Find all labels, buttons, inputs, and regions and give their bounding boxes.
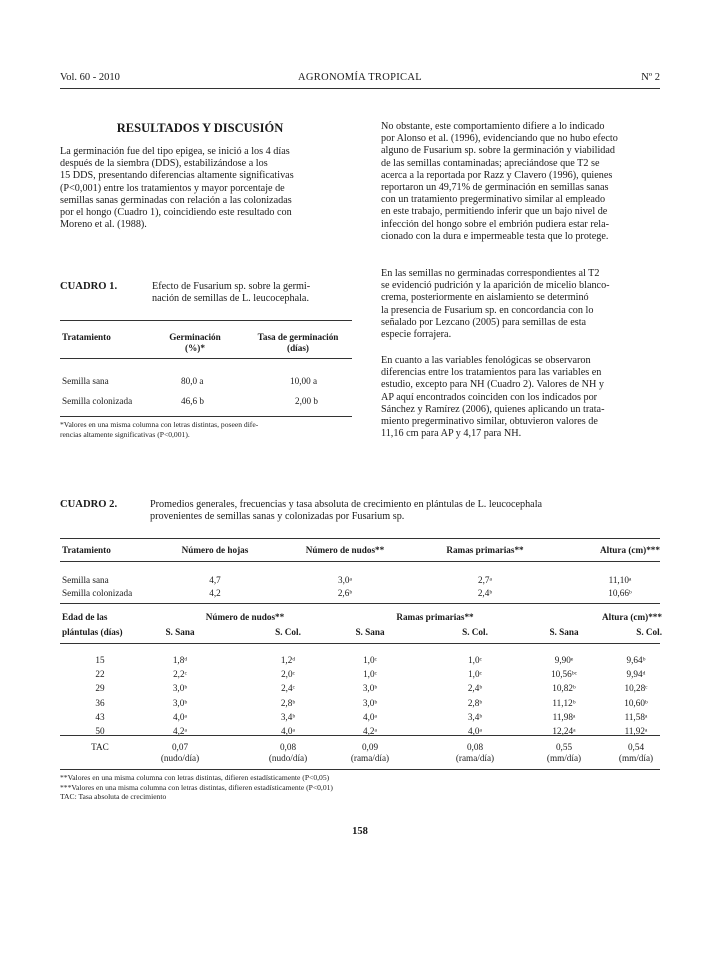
table-cell: 2,2ᶜ — [173, 669, 187, 680]
table-cell: 0,07 (nudo/día) — [160, 742, 200, 763]
cuadro1-rule-top — [60, 320, 352, 321]
cuadro2-header-hojas: Número de hojas — [181, 545, 249, 555]
cuadro2-caption: Promedios generales, frecuencias y tasa absoluta de crecimiento en plántulas de L. leucocephala provenientes de semillas sanas y colonizadas por Fusarium sp. — [150, 499, 543, 522]
table-cell: 2,4ᵇ — [477, 588, 493, 598]
table-cell: 1,0ᶜ — [468, 655, 482, 665]
cuadro2-rule-4 — [60, 643, 660, 644]
left-paragraph: La germinación fue del tipo epigea, se inició a los 4 días después de la siembra (DDS), estabilizándose a los 15 DDS, presentando diferencias altamente significativas (P<0,001) entre los tratamientos y mayor porcentaje de semillas sanas germinadas con relación a las colonizadas por el hongo (Cuadro 1), coincidiendo este resultado con Moreno et al. (1988). — [60, 146, 294, 231]
cuadro2-subheader: S. Col. — [275, 627, 301, 637]
table-cell: 3,0ᵇ — [172, 683, 188, 694]
table-cell: 1,8ᵈ — [172, 655, 188, 665]
table-cell: 4,0ᵃ — [173, 711, 187, 722]
table-cell: 3,4ᵇ — [280, 711, 296, 722]
table-cell: 46,6 b — [181, 396, 204, 406]
cuadro2-subheader: S. Sana — [549, 627, 579, 637]
table-cell: 9,64ᵇ — [626, 655, 646, 665]
table-cell: 3,0ᵇ — [362, 697, 378, 708]
cuadro2-subheader: S. Col. — [636, 627, 662, 637]
cuadro2-subheader: S. Sana — [355, 627, 385, 637]
cuadro1-footnote: *Valores en una misma columna con letras distintas, poseen dife- rencias altamente significativas (P<0,001). — [60, 420, 259, 439]
table-cell: 4,0ᵃ — [468, 726, 482, 736]
table-cell: 4,0ᵃ — [281, 726, 295, 736]
table-cell: 2,0ᶜ — [281, 669, 295, 680]
cuadro2-label: CUADRO 2. — [60, 499, 118, 510]
table-cell: 11,58ᵃ — [624, 711, 648, 722]
page-number: 158 — [352, 826, 368, 837]
cuadro2-subheader: S. Sana — [165, 627, 195, 637]
table-cell: 0,08 (nudo/día) — [268, 742, 308, 763]
table-cell: 9,90ᵉ — [554, 655, 574, 665]
table-cell: 4,7 — [209, 575, 221, 585]
table-cell: 29 — [95, 683, 105, 694]
table-cell: 3,0ᵇ — [172, 697, 188, 708]
cuadro1-header-tasa: Tasa de germinación (días) — [257, 332, 339, 353]
table-cell: 9,94ᵈ — [626, 669, 646, 680]
table-cell: 80,0 a — [181, 376, 204, 386]
table-cell: 11,12ᵇ — [552, 697, 576, 708]
table-cell: 12,24ᵃ — [552, 726, 576, 736]
table-cell: 3,4ᵇ — [467, 711, 483, 722]
cuadro2-rule-5 — [60, 735, 660, 736]
table-cell: 0,54 (mm/día) — [618, 742, 654, 763]
table-cell: 1,0ᶜ — [468, 669, 482, 680]
table-cell: 2,7ᵃ — [478, 575, 492, 585]
table-cell: 1,0ᶜ — [363, 669, 377, 680]
table-cell: 0,09 (rama/día) — [350, 742, 390, 763]
table-cell: TAC — [91, 742, 109, 752]
header-journal: AGRONOMÍA TROPICAL — [298, 72, 422, 83]
table-cell: 10,60ᵇ — [624, 697, 648, 708]
table-cell: 2,4ᶜ — [281, 683, 295, 694]
cuadro2-group-ramas: Ramas primarias** — [396, 612, 474, 622]
table-cell: 36 — [95, 697, 105, 708]
cuadro2-rule-bottom — [60, 769, 660, 770]
table-cell: 15 — [95, 655, 105, 665]
section-title: RESULTADOS Y DISCUSIÓN — [116, 121, 284, 135]
table-cell: 11,98ᵃ — [552, 711, 576, 722]
table-cell: 22 — [95, 669, 105, 680]
table-cell: 3,0ᵇ — [362, 683, 378, 694]
cuadro1-rule-mid — [60, 358, 352, 359]
cuadro1-header-germinacion: Germinación (%)* — [169, 332, 221, 353]
table-cell: 2,8ᵇ — [467, 697, 483, 708]
table-cell: 4,0ᵃ — [363, 711, 377, 722]
table-cell: 1,0ᶜ — [363, 655, 377, 665]
table-cell: 10,82ᵇ — [552, 683, 576, 694]
right-paragraph-2: En las semillas no germinadas correspondientes al T2 se evidenció pudrición y la aparición de micelio blanco- crema, posteriormente en aislamiento se determinó la presencia de Fusarium sp. en concordancia con lo señalado por Lezcano (2005) para semillas de esta especie forrajera. — [381, 268, 610, 341]
right-paragraph-1: No obstante, este comportamiento difiere a lo indicado por Alonso et al. (1996), evidenciando que no hubo efecto alguno de Fusarium sp. sobre la germinación y viabilidad de las semillas contaminadas; apreciándose que T2 se acerca a la reportada por Razz y Clavero (1996), quienes reportaron un 49,71% de germinación en semillas sanas con un tratamiento pregerminativo similar al empleado en este trabajo, permitiendo inferir que un bajo nivel de infección del hongo sobre el embrión pudiera estar rela- cionado con la dura e impermeable testa que lo protege. — [381, 121, 618, 242]
header-issue: Nº 2 — [641, 72, 660, 83]
table-cell: 10,56ᵇᶜ — [551, 669, 577, 680]
cuadro1-label: CUADRO 1. — [60, 281, 118, 292]
cuadro2-group-altura: Altura (cm)*** — [602, 612, 662, 622]
cuadro2-rule-top — [60, 538, 660, 539]
table-cell: 2,00 b — [295, 396, 318, 406]
table-cell: 2,4ᵇ — [467, 683, 483, 694]
cuadro2-header-ramas: Ramas primarias** — [446, 545, 524, 555]
table-cell: 4,2ᵃ — [363, 726, 377, 736]
table-cell: 10,66ᵇ — [608, 588, 632, 598]
table-cell: 10,28ᶜ — [624, 683, 648, 694]
cuadro2-header-tratamiento: Tratamiento — [62, 545, 111, 555]
table-cell: 4,2 — [209, 588, 221, 598]
table-cell: 3,0ᵃ — [338, 575, 352, 585]
cuadro2-header-nudos: Número de nudos** — [305, 545, 385, 555]
cuadro2-rule-3 — [60, 603, 660, 604]
table-cell: 10,00 a — [290, 376, 318, 386]
table-cell: Semilla colonizada — [62, 396, 133, 406]
table-cell: 0,55 (mm/día) — [546, 742, 582, 763]
cuadro2-rule-2 — [60, 561, 660, 562]
table-cell: 50 — [95, 726, 105, 736]
header-volume: Vol. 60 - 2010 — [60, 72, 120, 83]
cuadro2-header-altura: Altura (cm)*** — [600, 545, 660, 555]
table-cell: 1,2ᵈ — [280, 655, 296, 665]
header-rule — [60, 88, 660, 89]
cuadro1-caption: Efecto de Fusarium sp. sobre la germi- nación de semillas de L. leucocephala. — [152, 281, 311, 304]
table-cell: Semilla colonizada — [62, 588, 133, 598]
table-cell: 2,6ᵇ — [337, 588, 353, 598]
table-cell: 0,08 (rama/día) — [455, 742, 495, 763]
cuadro2-subheader: S. Col. — [462, 627, 488, 637]
cuadro2-header-edad: Edad de las plántulas (días) — [62, 612, 123, 637]
cuadro1-header-tratamiento: Tratamiento — [62, 332, 111, 342]
cuadro1-rule-bottom — [60, 416, 352, 417]
table-cell: 2,8ᵇ — [280, 697, 296, 708]
right-paragraph-3: En cuanto a las variables fenológicas se observaron diferencias entre los tratamientos para las variables en estudio, excepto para NH (Cuadro 2). Valores de NH y AP aquí encontrados coinciden con los indicados por Sánchez y Ramírez (2006), quienes aplicando un trata- miento pregerminativo similar, obtuvieron valores de 11,16 cm para AP y 4,17 para NH. — [381, 355, 605, 440]
table-cell: 11,92ᵃ — [624, 726, 648, 736]
table-cell: 11,10ᵃ — [608, 575, 632, 585]
cuadro2-footnotes: **Valores en una misma columna con letras distintas, difieren estadísticamente (P<0,05) ***Valores en una misma columna con letras distintas, difieren estadísticamente (P<0,01) TAC: Tasa absoluta de crecimiento — [60, 773, 333, 801]
table-cell: 43 — [95, 711, 105, 722]
table-cell: Semilla sana — [62, 575, 109, 585]
cuadro2-group-nudos: Número de nudos** — [205, 612, 285, 622]
table-cell: Semilla sana — [62, 376, 109, 386]
table-cell: 4,2ᵃ — [173, 726, 187, 736]
